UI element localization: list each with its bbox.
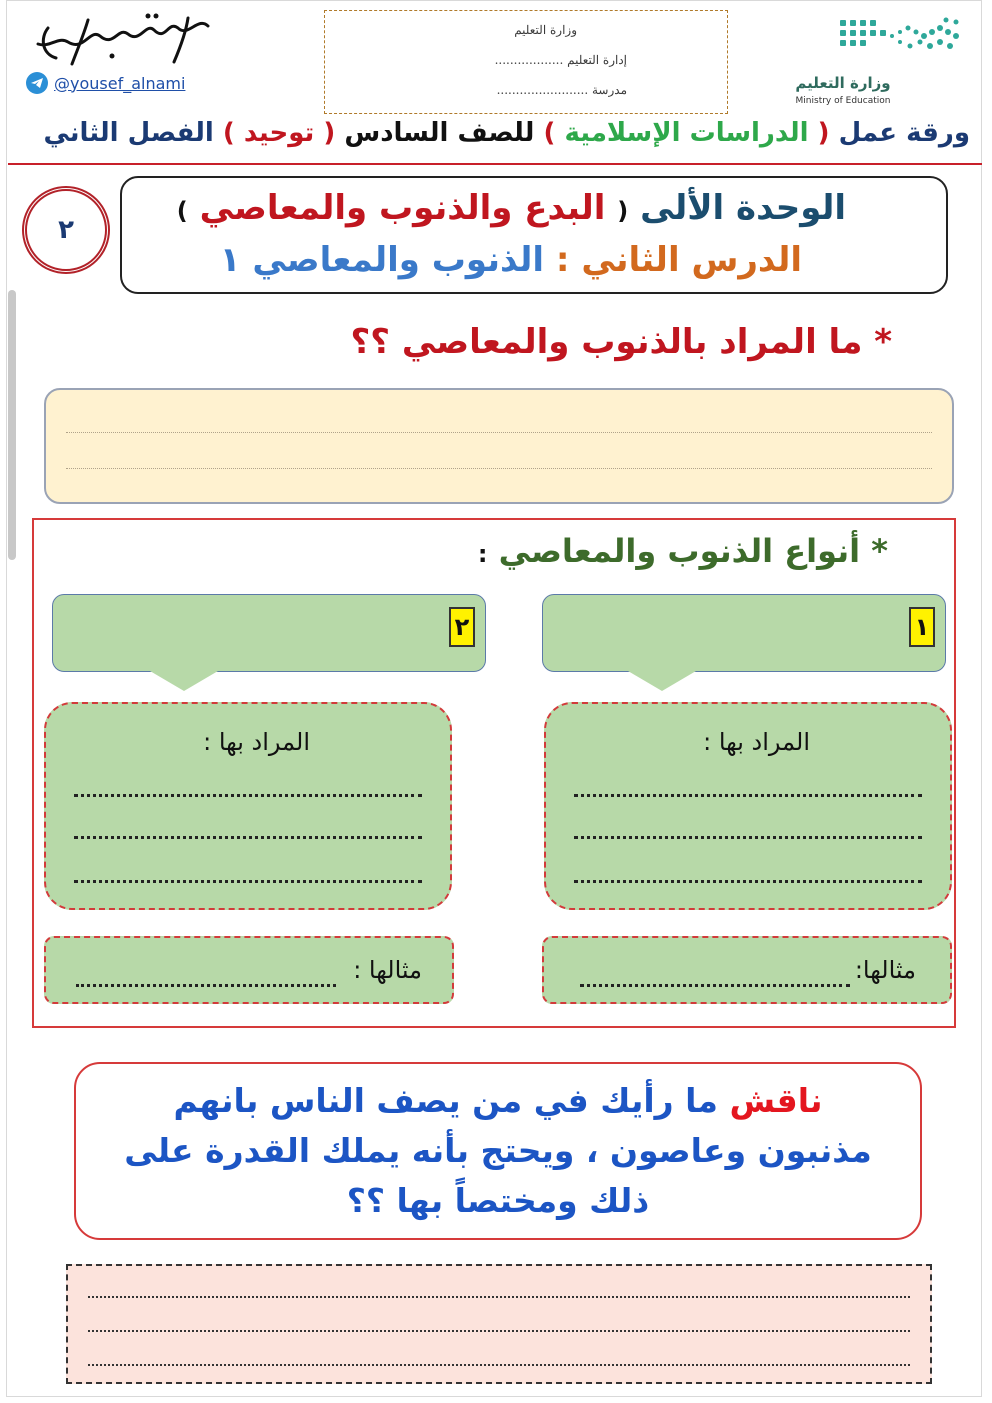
school-line: [497, 83, 627, 97]
meaning-line: [574, 794, 922, 797]
title-underline: [8, 163, 982, 165]
lesson-label: الدرس الثاني: [581, 240, 802, 280]
unit-line: [177, 188, 846, 228]
lesson-title: الذنوب والمعاصي ١: [219, 240, 545, 280]
type-1-example-label: مثالها:: [854, 956, 916, 984]
example-line: [76, 984, 336, 987]
title-grade: للصف السادس: [344, 118, 535, 148]
type-2-example-label: مثالها :: [353, 956, 422, 984]
ministry-logo: [770, 12, 970, 107]
type-2-number: ٢: [449, 607, 475, 647]
meaning-line: [574, 880, 922, 883]
title-paren-open-2: (: [323, 118, 336, 148]
unit-paren-close: ): [176, 197, 188, 225]
unit-box: [120, 176, 948, 294]
answer-line: [66, 468, 932, 469]
unit-title: البدع والذنوب والمعاصي: [199, 188, 606, 228]
social-handle[interactable]: [26, 72, 185, 94]
title-worksheet: ورقة عمل: [838, 118, 970, 148]
title-paren-close: ): [543, 118, 556, 148]
title-semester: الفصل الثاني: [43, 118, 214, 148]
answer-box-meaning[interactable]: [44, 388, 954, 504]
type-2-meaning-box[interactable]: [44, 702, 452, 910]
discussion-question: ما رأيك في من يصف الناس بانهم مذنبون وعاصون ، ويحتج بأنه يملك القدرة على ذلك ومختصاً بها ؟؟: [124, 1081, 872, 1220]
answer-line: [66, 432, 932, 433]
meaning-line: [74, 836, 422, 839]
type-1-number: ١: [909, 607, 935, 647]
worksheet-title: [20, 118, 970, 162]
type-1-meaning-box[interactable]: [544, 702, 952, 910]
telegram-icon: [26, 72, 48, 94]
type-2-meaning-label: المراد بها :: [203, 728, 310, 756]
type-1-example-box[interactable]: [542, 936, 952, 1004]
lesson-colon: :: [555, 240, 570, 280]
meaning-line: [74, 880, 422, 883]
question-meaning: * ما المراد بالذنوب والمعاصي ؟؟: [350, 322, 892, 362]
title-paren-close-2: ): [222, 118, 235, 148]
type-1-pointer: [628, 671, 696, 691]
department-dots: ..................: [494, 53, 564, 67]
department-label: إدارة التعليم: [567, 53, 627, 67]
unit-paren-open: (: [617, 197, 629, 225]
department-line: [495, 53, 627, 67]
unit-label: الوحدة الألى: [640, 188, 846, 228]
title-subject: الدراسات الإسلامية: [564, 118, 809, 148]
discussion-keyword: ناقش: [729, 1081, 823, 1120]
types-title-text: * أنواع الذنوب والمعاصي: [498, 532, 888, 570]
answer-line: [88, 1296, 910, 1298]
title-branch: توحيد: [243, 118, 315, 148]
school-dots: ........................: [496, 83, 589, 97]
meaning-line: [74, 794, 422, 797]
handle-text[interactable]: @yousef_alnami: [54, 73, 186, 93]
type-2-pointer: [150, 671, 218, 691]
answer-line: [88, 1330, 910, 1332]
ministry-name-ar: وزارة التعليم: [795, 74, 891, 92]
example-line: [580, 984, 850, 987]
ministry-line: وزارة التعليم: [514, 23, 577, 37]
school-label: مدرسة: [591, 83, 627, 97]
meaning-line: [574, 836, 922, 839]
ministry-logo-mark: [770, 12, 970, 72]
discussion-answer-box[interactable]: [66, 1264, 932, 1384]
type-1-meaning-label: المراد بها :: [703, 728, 810, 756]
title-paren-open: (: [817, 118, 830, 148]
type-2-example-box[interactable]: [44, 936, 454, 1004]
lesson-number-badge: ٢: [22, 186, 110, 274]
discussion-box: [74, 1062, 922, 1240]
school-info-box: [324, 10, 728, 114]
author-signature: [28, 8, 218, 72]
scrollbar-thumb[interactable]: [8, 290, 16, 560]
types-title: [478, 532, 888, 570]
discussion-text: [116, 1076, 880, 1226]
type-1-box[interactable]: [542, 594, 946, 672]
ministry-name-en: Ministry of Education: [795, 96, 891, 106]
types-title-colon: :: [477, 540, 488, 568]
answer-line: [88, 1364, 910, 1366]
type-2-box[interactable]: [52, 594, 486, 672]
lesson-line: [220, 240, 802, 280]
